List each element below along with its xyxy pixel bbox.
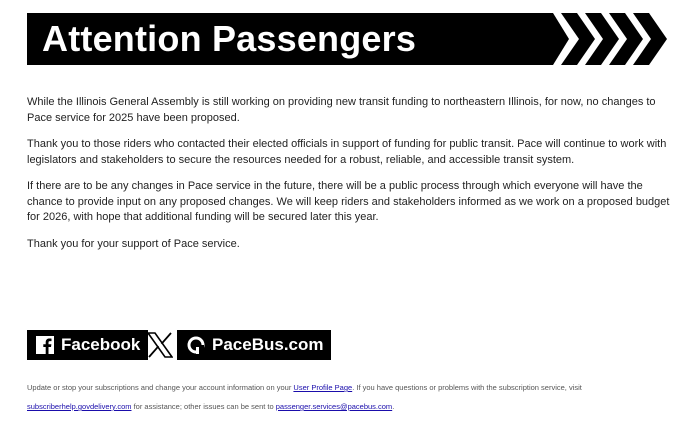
x-logo-icon[interactable]: [146, 330, 174, 360]
x-glyph-icon: [147, 332, 173, 358]
paragraph-future-changes: If there are to be any changes in Pace service in the future, there will be a public process through which everyone will have the chance to provide input on any proposed changes. We will keep riders and stakeholders informed as we work on a proposed budget for 2026, with hope that additional funding will be secured later this year.: [27, 180, 670, 223]
message-body: [27, 95, 670, 263]
pacebus-label: PaceBus.com: [212, 335, 324, 354]
paragraph-closing: Thank you for your support of Pace service.: [27, 237, 240, 250]
paragraph-funding: While the Illinois General Assembly is still working on providing new transit funding to northeastern Illinois, for now, no changes to Pace service for 2025 have been proposed.: [27, 96, 656, 124]
social-links: [27, 330, 327, 360]
attention-banner: [27, 13, 667, 65]
footer-text-part: .: [392, 402, 395, 411]
subscriber-help-link[interactable]: subscriberhelp.govdelivery.com: [27, 402, 132, 411]
facebook-button[interactable]: [27, 330, 148, 360]
pace-logo-icon: [187, 336, 205, 354]
banner-bar: [27, 13, 539, 65]
pacebus-button[interactable]: [177, 330, 331, 360]
passenger-services-email-link[interactable]: passenger.services@pacebus.com: [275, 402, 393, 411]
chevron-arrows-icon: [539, 13, 667, 65]
banner-title: Attention Passengers: [42, 18, 417, 59]
footer-text-part: for assistance; other issues can be sent to: [131, 402, 276, 411]
user-profile-link[interactable]: User Profile Page: [293, 383, 353, 392]
footer-text-part: Update or stop your subscriptions and change your account information on your: [27, 383, 294, 392]
footer-text: [27, 378, 677, 416]
paragraph-thanks-riders: Thank you to those riders who contacted their elected officials in support of funding for public transit. Pace will continue to work with legislators and stakeholders to secure the resources needed for a robust, reliable, and accessible transit system.: [27, 138, 667, 166]
facebook-icon: [36, 336, 54, 354]
footer-text-part: . If you have questions or problems with the subscription service, visit: [352, 383, 582, 392]
facebook-label: Facebook: [61, 335, 141, 354]
